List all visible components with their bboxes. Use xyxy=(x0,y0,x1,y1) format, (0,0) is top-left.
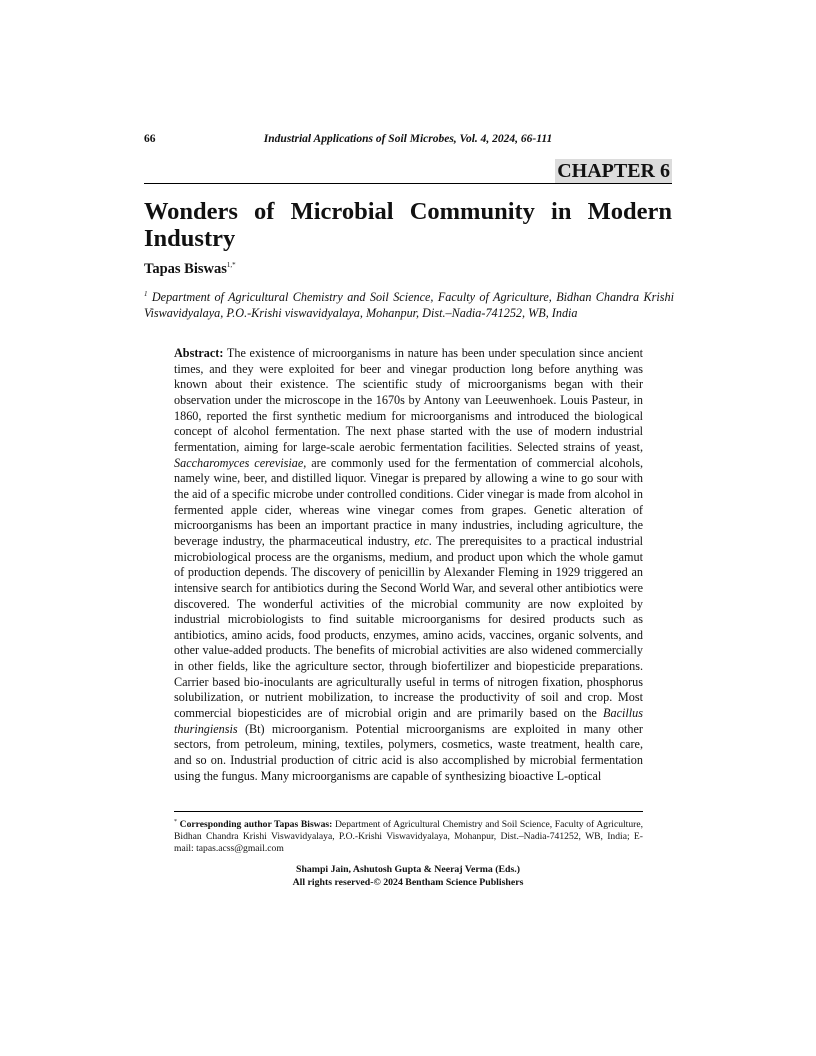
footnote-rule xyxy=(174,811,643,812)
copyright-line: All rights reserved-© 2024 Bentham Science Publishers xyxy=(292,876,524,888)
editors-line: Shampi Jain, Ashutosh Gupta & Neeraj Verma (Eds.) xyxy=(296,864,520,875)
author-name: Tapas Biswas xyxy=(144,261,227,277)
abstract xyxy=(174,346,643,784)
footnote-text: Department of Agricultural Chemistry and Soil Science, Faculty of Agriculture, Bidhan Chandra Krishi Viswavidyalaya, P.O.-Krishi Viswavidyalaya, Mohanpur, Dist.–Nadia-741252, WB, India; E-mail: tapas.acss@gmail.com xyxy=(174,819,643,855)
abstract-text-1: The existence of microorganisms in nature has been under speculation since ancient times, and they were exploited for beer and vinegar production long before anything was known about their existence. The scientific study of microorganisms began with their observation under the microscope in the 1670s by Antony van Leeuwenhoek. Louis Pasteur, in 1860, reported the first synthetic medium for microorganisms and introduced the biological concept of alcohol fermentation. The next phase started with the use of modern industrial fermentation, aiming for large-scale aerobic fermentation facilities. Selected strains of yeast, xyxy=(174,346,643,454)
abstract-italic-2: etc xyxy=(414,533,429,548)
page-number: 66 xyxy=(144,133,156,145)
footnote-label: Corresponding author Tapas Biswas: xyxy=(179,819,333,831)
abstract-italic-1: Saccharomyces cerevisiae xyxy=(174,455,304,470)
abstract-italic-3: Bacillus thuringiensis xyxy=(174,706,643,736)
abstract-label: Abstract: xyxy=(174,346,224,360)
footnote xyxy=(174,816,643,855)
chapter-title: Wonders of Microbial Community in Modern Industry xyxy=(144,198,672,252)
journal-title: Industrial Applications of Soil Microbes, Vol. 4, 2024, 66-111 xyxy=(263,133,553,145)
footnote-mark: * xyxy=(174,819,177,825)
abstract-text-2: , are commonly used for the fermentation of commercial alcohols, namely wine, beer, and distilled liquor. Vinegar is prepared by allowing a wine to go sour with the aid of a specific microbe under controlled conditions. Cider vinegar is made from alcohol in fermented apple cider, whereas wine vinegar comes from grapes. Genetic alteration of microorganisms has been an important practice in many industries, including agriculture, the beverage industry, the pharmaceutical industry, xyxy=(174,455,643,548)
editors-block xyxy=(144,864,672,889)
abstract-text-4: (Bt) microorganism. Potential microorganisms are exploited in many other sectors, from petroleum, mining, textiles, polymers, cosmetics, waste treatment, health care, and so on. Industrial production of citric acid is also accomplished by microbial fermentation using the fungus. Many microorganisms are capable of synthesizing bioactive L-optical xyxy=(174,721,643,783)
chapter-label: CHAPTER 6 xyxy=(557,160,670,182)
abstract-text-3: . The prerequisites to a practical industrial microbiological process are the organisms, medium, and product upon which the whole gamut of production depends. The discovery of penicillin by Alexander Fleming in 1929 triggered an intensive search for antibiotics during the Second World War, and several other antibiotics were discovered. The wonderful activities of the microbial community are now exploited by industrial microbiologists to find suitable microorganisms for desired products such as antibiotics, amino acids, food products, enzymes, amino acids, vaccines, organic solvents, and other value-added products. The benefits of microbial activities are also widened commercially in other fields, like the agriculture sector, through biofertilizer and biopesticide preparations. Carrier based bio-inoculants are agriculturally useful in terms of nitrogen fixation, phosphorus solubilization, or nutrient mobilization, to increase the productivity of soil and crop. Most commercial biopesticides are of microbial origin and are primarily based on the xyxy=(174,533,643,721)
affiliation-text: Department of Agricultural Chemistry and Soil Science, Faculty of Agriculture, Bidhan Chandra Krishi Viswavidyalaya, P.O.-Krishi viswavidyalaya, Mohanpur, Dist.–Nadia-741252, WB, India xyxy=(144,290,674,321)
author xyxy=(144,261,236,278)
running-header xyxy=(144,133,672,149)
author-marks: 1,* xyxy=(226,261,236,270)
affiliation-mark: 1 xyxy=(144,290,148,298)
affiliation xyxy=(144,286,674,321)
header-rule xyxy=(144,183,672,184)
